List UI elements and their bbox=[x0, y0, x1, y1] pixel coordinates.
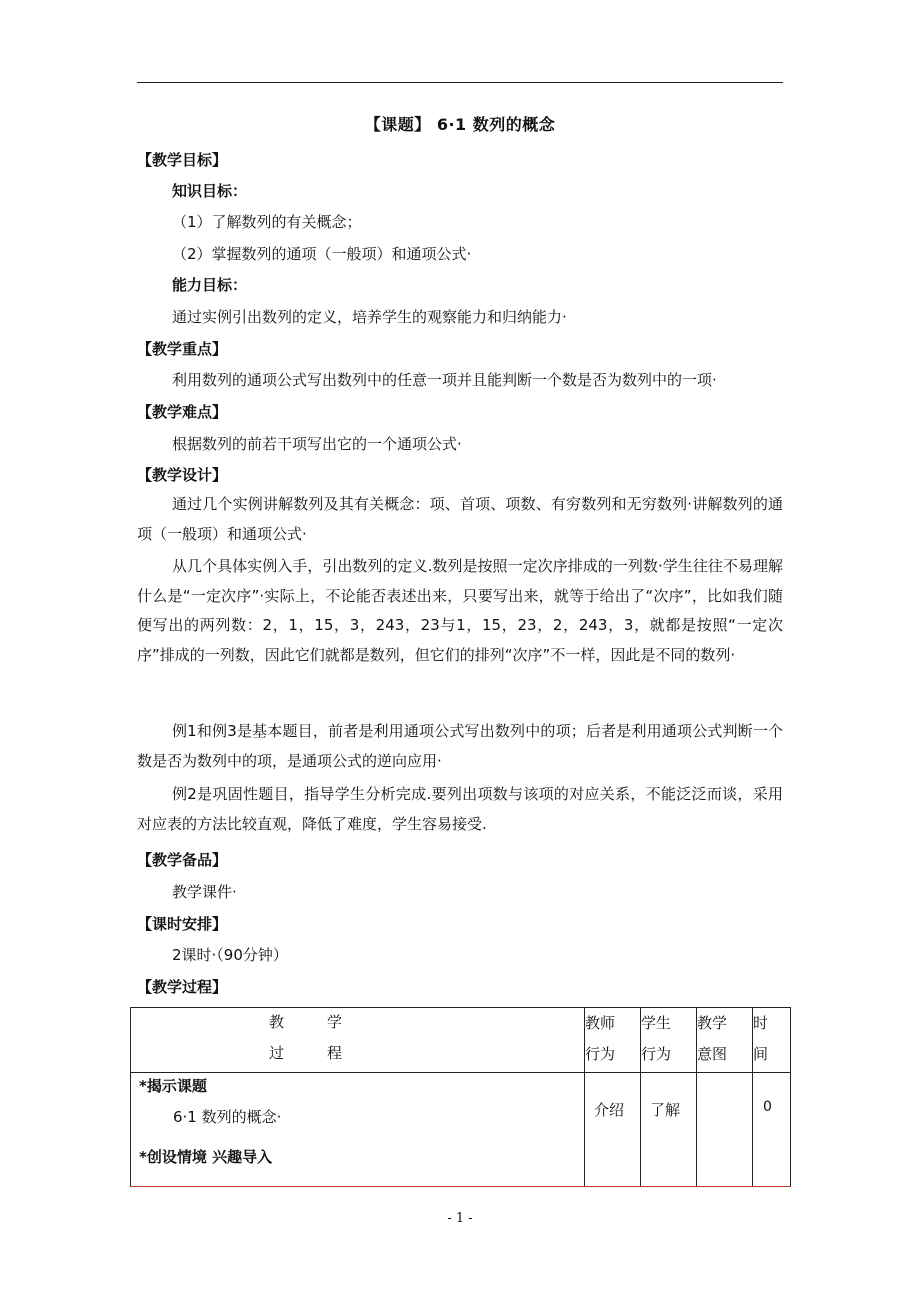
page-number: - 1 - bbox=[447, 1211, 473, 1226]
ability-text: 通过实例引出数列的定义，培养学生的观察能力和归纳能力· bbox=[172, 308, 567, 326]
header-char: 教 bbox=[269, 1013, 285, 1031]
process-table-header bbox=[131, 1008, 791, 1073]
header-teacher-line: 教师 bbox=[585, 1014, 616, 1032]
design-heading: 【教学设计】 bbox=[137, 466, 228, 484]
header-char: 过 bbox=[269, 1044, 285, 1062]
teaching-intent bbox=[697, 1073, 753, 1187]
materials-text: 教学课件· bbox=[172, 883, 237, 901]
header-intent-line: 意图 bbox=[697, 1045, 728, 1063]
process-cell bbox=[131, 1073, 585, 1187]
knowledge-heading: 知识目标： bbox=[172, 182, 248, 200]
design-paragraph: 例1和例3是基本题目，前者是利用通项公式写出数列中的项；后者是利用通项公式判断一个数是否为数列中的项，是通项公式的逆向应用· bbox=[137, 722, 783, 770]
page-title: 【课题】 6·1 数列的概念 bbox=[364, 115, 556, 134]
header-student-line: 行为 bbox=[641, 1045, 672, 1063]
materials-heading: 【教学备品】 bbox=[137, 851, 228, 869]
difficulties-text: 根据数列的前若干项写出它的一个通项公式· bbox=[172, 435, 462, 453]
schedule-heading: 【课时安排】 bbox=[137, 915, 228, 933]
header-student bbox=[641, 1008, 697, 1073]
knowledge-item: （1）了解数列的有关概念； bbox=[172, 213, 362, 231]
header-char: 学 bbox=[327, 1013, 343, 1031]
topic-text: 6·1 数列的概念· bbox=[173, 1108, 282, 1126]
header-char: 程 bbox=[327, 1044, 343, 1062]
header-process-cell bbox=[131, 1008, 585, 1073]
objectives-heading: 【教学目标】 bbox=[137, 151, 228, 169]
section-scenario: *创设情境 兴趣导入 bbox=[139, 1148, 273, 1166]
header-time bbox=[753, 1008, 791, 1073]
time-value: 0 bbox=[753, 1073, 791, 1187]
knowledge-item: （2）掌握数列的通项（一般项）和通项公式· bbox=[172, 245, 472, 263]
process-table bbox=[130, 1007, 791, 1187]
table-row bbox=[131, 1073, 791, 1187]
header-rule bbox=[137, 82, 783, 83]
design-paragraph: 从几个具体实例入手，引出数列的定义.数列是按照一定次序排成的一列数·学生往往不易理解什么是“一定次序”·实际上，不论能否表述出来，只要写出来，就等于给出了“次序”，比如我们随便写出的两列数：2，1，15，3，243，23与1，15，23，2，243，3，就都是按照“一定次序”排成的一列数，因此它们就都是数列，但它们的排列“次序”不一样，因此是不同的数列· bbox=[137, 557, 783, 664]
header-intent bbox=[697, 1008, 753, 1073]
section-reveal-topic: *揭示课题 bbox=[139, 1077, 207, 1095]
teacher-action: 介绍 bbox=[585, 1073, 641, 1187]
header-teacher bbox=[585, 1008, 641, 1073]
header-intent-line: 教学 bbox=[697, 1014, 728, 1032]
key-points-text: 利用数列的通项公式写出数列中的任意一项并且能判断一个数是否为数列中的一项· bbox=[172, 371, 717, 389]
header-student-line: 学生 bbox=[641, 1014, 672, 1032]
ability-heading: 能力目标： bbox=[172, 276, 248, 294]
header-time-line: 时 bbox=[753, 1014, 769, 1032]
process-heading: 【教学过程】 bbox=[137, 978, 228, 996]
design-paragraph: 通过几个实例讲解数列及其有关概念：项、首项、项数、有穷数列和无穷数列·讲解数列的通项（一般项）和通项公式· bbox=[137, 495, 783, 543]
difficulties-heading: 【教学难点】 bbox=[137, 403, 228, 421]
schedule-text: 2课时·（90分钟） bbox=[172, 946, 288, 964]
key-points-heading: 【教学重点】 bbox=[137, 340, 228, 358]
header-time-line: 间 bbox=[753, 1045, 769, 1063]
student-action: 了解 bbox=[641, 1073, 697, 1187]
design-paragraph: 例2是巩固性题目，指导学生分析完成.要列出项数与该项的对应关系，不能泛泛而谈，采用对应表的方法比较直观，降低了难度，学生容易接受. bbox=[137, 785, 783, 833]
header-teacher-line: 行为 bbox=[585, 1045, 616, 1063]
